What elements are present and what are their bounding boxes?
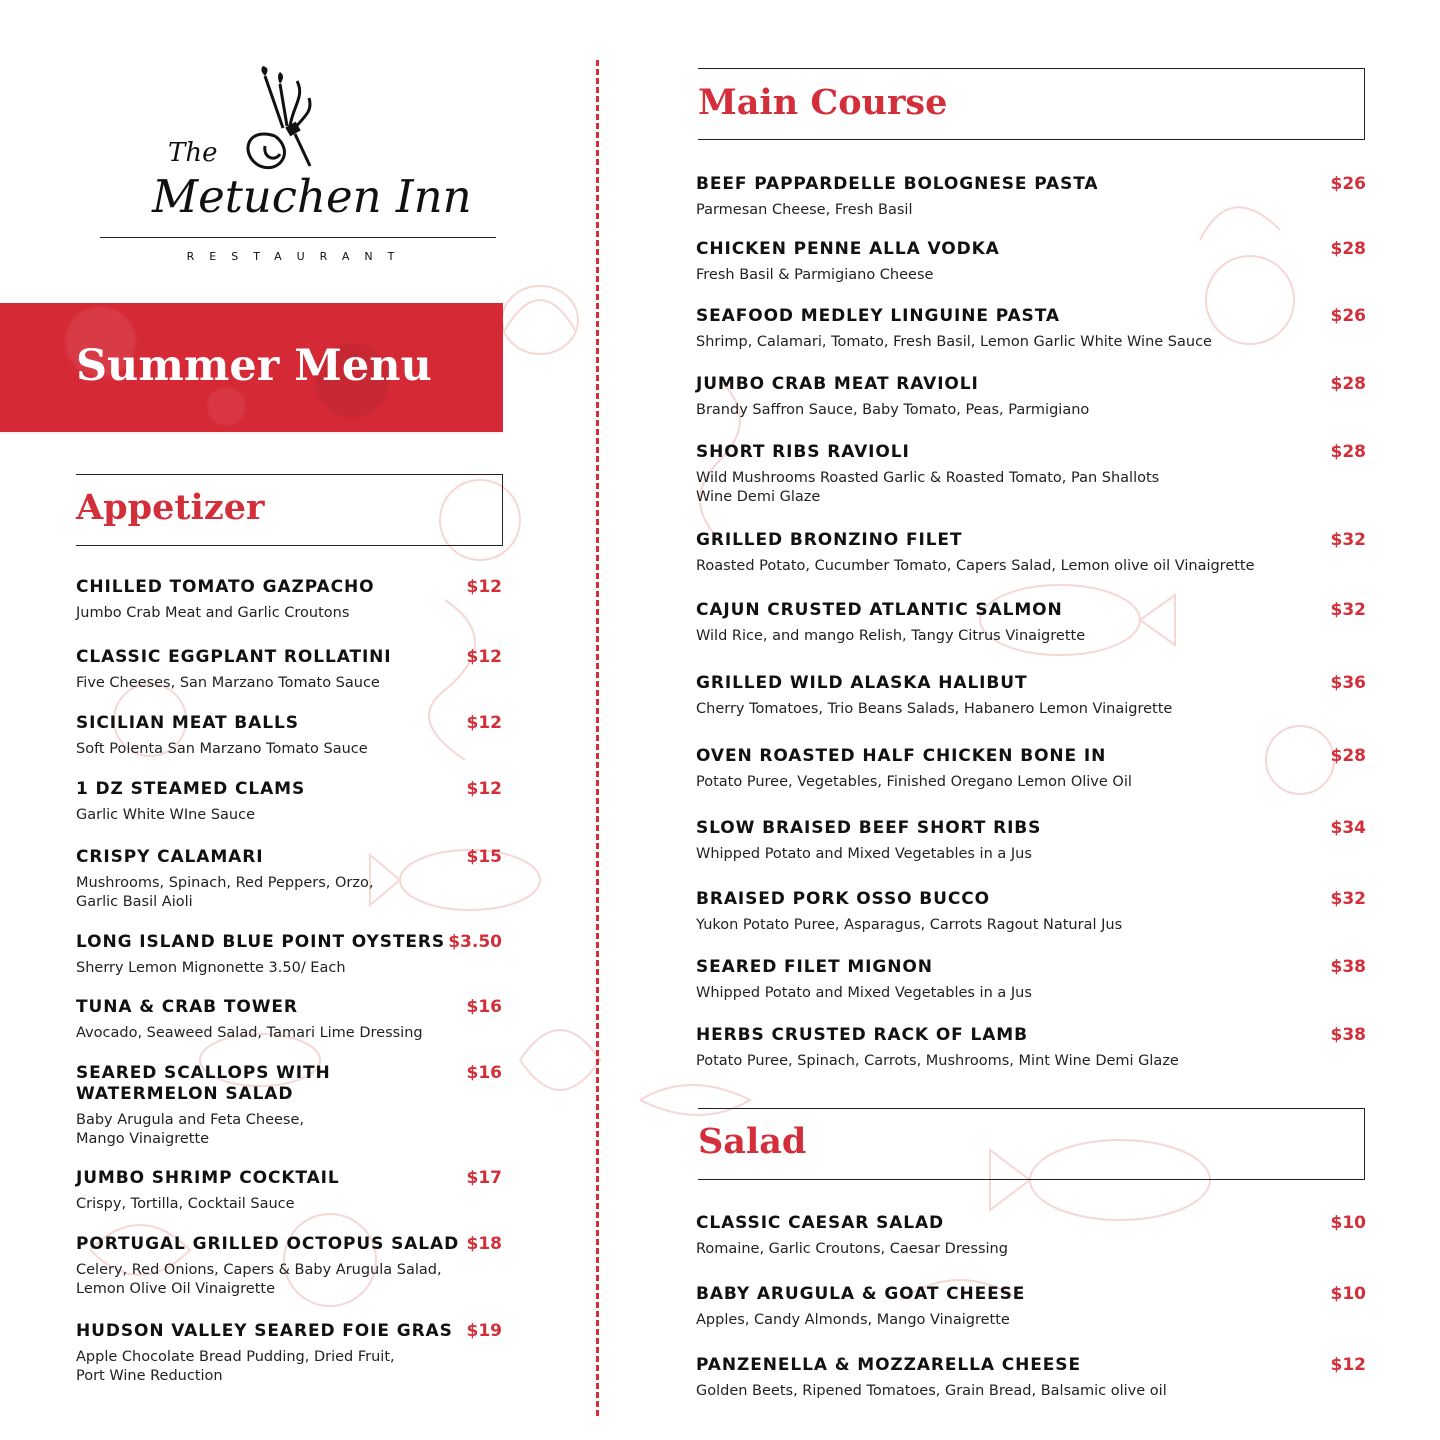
menu-item-price: $12 bbox=[466, 577, 502, 597]
menu-item-name: HUDSON VALLEY SEARED FOIE GRAS bbox=[76, 1321, 453, 1341]
menu-item-name: HERBS CRUSTED RACK OF LAMB bbox=[696, 1025, 1028, 1045]
menu-item-price: $12 bbox=[466, 779, 502, 799]
menu-item-description: Golden Beets, Ripened Tomatoes, Grain Bread, Balsamic olive oil bbox=[696, 1383, 1167, 1399]
menu-item-price: $16 bbox=[466, 997, 502, 1017]
menu-item-price: $32 bbox=[1330, 889, 1366, 909]
logo-subtitle: RESTAURANT bbox=[186, 250, 410, 263]
menu-item-price: $38 bbox=[1330, 1025, 1366, 1045]
restaurant-logo bbox=[100, 66, 496, 266]
menu-item-description: Romaine, Garlic Croutons, Caesar Dressing bbox=[696, 1241, 1008, 1257]
menu-item-description: Wild Rice, and mango Relish, Tangy Citrus Vinaigrette bbox=[696, 628, 1086, 644]
logo-name: Metuchen Inn bbox=[152, 170, 472, 223]
menu-item-description: Wild Mushrooms Roasted Garlic & Roasted Tomato, Pan Shallots Wine Demi Glaze bbox=[696, 470, 1160, 505]
column-divider bbox=[596, 60, 599, 1416]
menu-item-price: $32 bbox=[1330, 530, 1366, 550]
menu-item-description: Parmesan Cheese, Fresh Basil bbox=[696, 202, 913, 218]
menu-item-name: BABY ARUGULA & GOAT CHEESE bbox=[696, 1284, 1026, 1304]
menu-item-name: CLASSIC EGGPLANT ROLLATINI bbox=[76, 647, 392, 667]
menu-item-description: Apples, Candy Almonds, Mango Vinaigrette bbox=[696, 1312, 1010, 1328]
menu-item-price: $38 bbox=[1330, 957, 1366, 977]
menu-item-description: Crispy, Tortilla, Cocktail Sauce bbox=[76, 1196, 295, 1212]
summer-menu-banner bbox=[0, 303, 503, 432]
menu-item-description: Whipped Potato and Mixed Vegetables in a Jus bbox=[696, 985, 1032, 1001]
menu-item-description: Baby Arugula and Feta Cheese, Mango Vinaigrette bbox=[76, 1112, 304, 1147]
menu-item-price: $28 bbox=[1330, 442, 1366, 462]
appetizer-title: Appetizer bbox=[76, 487, 265, 528]
menu-item-name: PANZENELLA & MOZZARELLA CHEESE bbox=[696, 1355, 1081, 1375]
menu-item-price: $18 bbox=[466, 1234, 502, 1254]
menu-item-name: BEEF PAPPARDELLE BOLOGNESE PASTA bbox=[696, 174, 1099, 194]
menu-item-name: SEAFOOD MEDLEY LINGUINE PASTA bbox=[696, 306, 1060, 326]
menu-item-price: $32 bbox=[1330, 600, 1366, 620]
menu-item-description: Soft Polenta San Marzano Tomato Sauce bbox=[76, 741, 368, 757]
menu-item-name: CHILLED TOMATO GAZPACHO bbox=[76, 577, 375, 597]
menu-item-name: CLASSIC CAESAR SALAD bbox=[696, 1213, 945, 1233]
logo-divider bbox=[100, 237, 496, 238]
menu-item-description: Jumbo Crab Meat and Garlic Croutons bbox=[76, 605, 350, 621]
menu-item-price: $3.50 bbox=[448, 932, 502, 952]
menu-item-price: $34 bbox=[1330, 818, 1366, 838]
menu-item-description: Apple Chocolate Bread Pudding, Dried Fruit, Port Wine Reduction bbox=[76, 1349, 395, 1384]
menu-item-price: $12 bbox=[466, 647, 502, 667]
banner-title: Summer Menu bbox=[76, 341, 432, 391]
menu-item-description: Sherry Lemon Mignonette 3.50/ Each bbox=[76, 960, 346, 976]
menu-item-price: $26 bbox=[1330, 306, 1366, 326]
menu-item-name: SEARED SCALLOPS WITH WATERMELON SALAD bbox=[76, 1063, 331, 1104]
menu-item-description: Fresh Basil & Parmigiano Cheese bbox=[696, 267, 934, 283]
ornament-flourish-icon bbox=[235, 66, 315, 176]
menu-item-description: Whipped Potato and Mixed Vegetables in a Jus bbox=[696, 846, 1032, 862]
menu-item-price: $12 bbox=[1330, 1355, 1366, 1375]
menu-item-name: SLOW BRAISED BEEF SHORT RIBS bbox=[696, 818, 1042, 838]
menu-item-description: Cherry Tomatoes, Trio Beans Salads, Habanero Lemon Vinaigrette bbox=[696, 701, 1173, 717]
menu-item-description: Brandy Saffron Sauce, Baby Tomato, Peas, Parmigiano bbox=[696, 402, 1090, 418]
menu-item-description: Five Cheeses, San Marzano Tomato Sauce bbox=[76, 675, 380, 691]
menu-item-price: $36 bbox=[1330, 673, 1366, 693]
menu-item-price: $16 bbox=[466, 1063, 502, 1083]
menu-item-name: CRISPY CALAMARI bbox=[76, 847, 264, 867]
menu-item-description: Potato Puree, Spinach, Carrots, Mushrooms, Mint Wine Demi Glaze bbox=[696, 1053, 1179, 1069]
menu-item-description: Celery, Red Onions, Capers & Baby Arugula Salad, Lemon Olive Oil Vinaigrette bbox=[76, 1262, 442, 1297]
menu-item-name: LONG ISLAND BLUE POINT OYSTERS bbox=[76, 932, 446, 952]
logo-the: The bbox=[168, 138, 218, 168]
menu-item-name: CHICKEN PENNE ALLA VODKA bbox=[696, 239, 1000, 259]
menu-item-price: $17 bbox=[466, 1168, 502, 1188]
menu-item-name: BRAISED PORK OSSO BUCCO bbox=[696, 889, 990, 909]
menu-item-description: Roasted Potato, Cucumber Tomato, Capers Salad, Lemon olive oil Vinaigrette bbox=[696, 558, 1255, 574]
menu-item-description: Garlic White WIne Sauce bbox=[76, 807, 255, 823]
salad-title: Salad bbox=[698, 1121, 807, 1162]
menu-item-description: Potato Puree, Vegetables, Finished Oregano Lemon Olive Oil bbox=[696, 774, 1132, 790]
menu-item-price: $28 bbox=[1330, 374, 1366, 394]
menu-item-name: TUNA & CRAB TOWER bbox=[76, 997, 298, 1017]
menu-item-price: $15 bbox=[466, 847, 502, 867]
menu-item-price: $26 bbox=[1330, 174, 1366, 194]
menu-item-description: Yukon Potato Puree, Asparagus, Carrots Ragout Natural Jus bbox=[696, 917, 1123, 933]
menu-item-price: $19 bbox=[466, 1321, 502, 1341]
menu-item-name: JUMBO SHRIMP COCKTAIL bbox=[76, 1168, 340, 1188]
menu-item-name: GRILLED BRONZINO FILET bbox=[696, 530, 963, 550]
menu-item-description: Shrimp, Calamari, Tomato, Fresh Basil, Lemon Garlic White Wine Sauce bbox=[696, 334, 1212, 350]
menu-item-name: SICILIAN MEAT BALLS bbox=[76, 713, 299, 733]
menu-item-price: $28 bbox=[1330, 239, 1366, 259]
menu-item-name: PORTUGAL GRILLED OCTOPUS SALAD bbox=[76, 1234, 460, 1254]
menu-item-price: $28 bbox=[1330, 746, 1366, 766]
menu-item-name: OVEN ROASTED HALF CHICKEN BONE IN bbox=[696, 746, 1107, 766]
menu-item-price: $10 bbox=[1330, 1213, 1366, 1233]
menu-item-price: $10 bbox=[1330, 1284, 1366, 1304]
menu-item-name: CAJUN CRUSTED ATLANTIC SALMON bbox=[696, 600, 1063, 620]
menu-item-description: Mushrooms, Spinach, Red Peppers, Orzo, Garlic Basil Aioli bbox=[76, 875, 374, 910]
menu-item-price: $12 bbox=[466, 713, 502, 733]
menu-item-name: JUMBO CRAB MEAT RAVIOLI bbox=[696, 374, 979, 394]
menu-item-name: 1 DZ STEAMED CLAMS bbox=[76, 779, 306, 799]
menu-item-description: Avocado, Seaweed Salad, Tamari Lime Dressing bbox=[76, 1025, 423, 1041]
menu-item-name: GRILLED WILD ALASKA HALIBUT bbox=[696, 673, 1028, 693]
menu-item-name: SHORT RIBS RAVIOLI bbox=[696, 442, 910, 462]
main-course-title: Main Course bbox=[698, 82, 948, 123]
menu-item-name: SEARED FILET MIGNON bbox=[696, 957, 933, 977]
